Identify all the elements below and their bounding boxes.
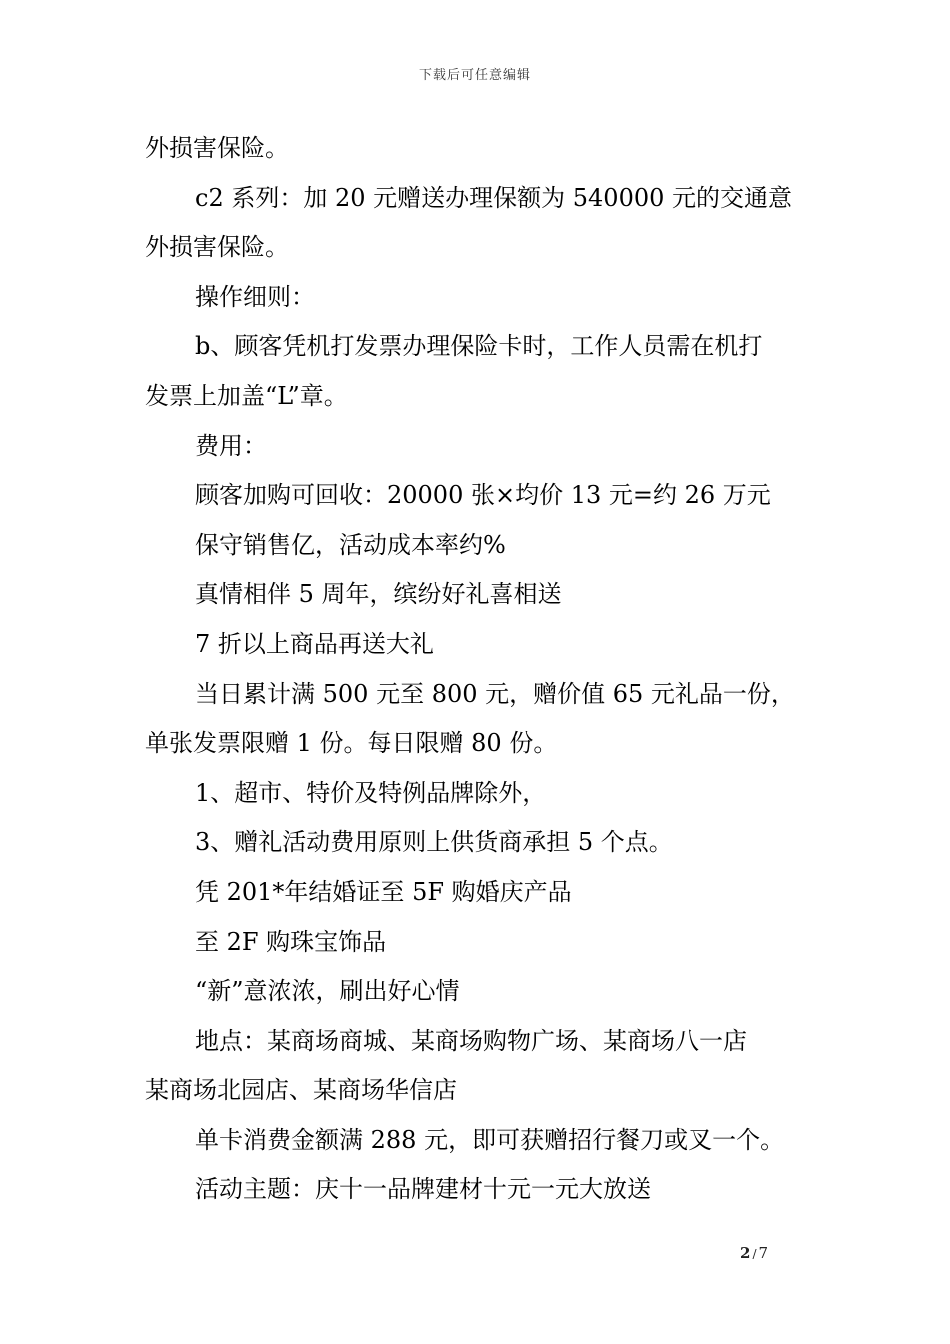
page-number [740,1244,768,1262]
text-line: 地点：某商场商城、某商场购物广场、某商场八一店 [195,1026,747,1055]
text-line: 某商场北园店、某商场华信店 [145,1076,457,1105]
text-line: 外损害保险。 [145,233,289,262]
text-line: 保守销售亿，活动成本率约% [195,530,506,559]
page-current: 2 [740,1244,751,1262]
text-line: 3、赠礼活动费用原则上供货商承担 5 个点。 [195,828,673,857]
text-line: 操作细则： [195,282,315,311]
text-line: 费用： [195,431,267,460]
text-line: 1、超市、特价及特例品牌除外， [195,778,547,807]
text-line: “新”意浓浓，刷出好心情 [195,977,460,1006]
text-line: 顾客加购可回收：20000 张×均价 13 元=约 26 万元 [195,481,771,510]
text-line: 单张发票限赠 1 份。每日限赠 80 份。 [145,729,558,758]
text-line: b、顾客凭机打发票办理保险卡时，工作人员需在机打 [195,332,763,361]
text-line: 活动主题：庆十一品牌建材十元一元大放送 [195,1175,651,1204]
text-line: c2 系列：加 20 元赠送办理保额为 540000 元的交通意 [195,183,793,212]
text-line: 至 2F 购珠宝饰品 [195,927,387,956]
text-line: 凭 201*年结婚证至 5F 购婚庆产品 [195,877,572,906]
text-line: 7 折以上商品再送大礼 [195,629,434,658]
text-line: 当日累计满 500 元至 800 元，赠价值 65 元礼品一份， [195,679,795,708]
page-total: 7 [758,1244,769,1262]
page-separator: / [752,1247,757,1261]
document-body [145,124,810,1215]
page-header: 下载后可任意编辑 [418,68,531,83]
text-line: 发票上加盖“L”章。 [145,381,348,410]
text-line: 真情相伴 5 周年，缤纷好礼喜相送 [195,580,562,609]
text-line: 外损害保险。 [145,134,289,162]
text-line: 单卡消费金额满 288 元，即可获赠招行餐刀或叉一个。 [195,1125,785,1154]
